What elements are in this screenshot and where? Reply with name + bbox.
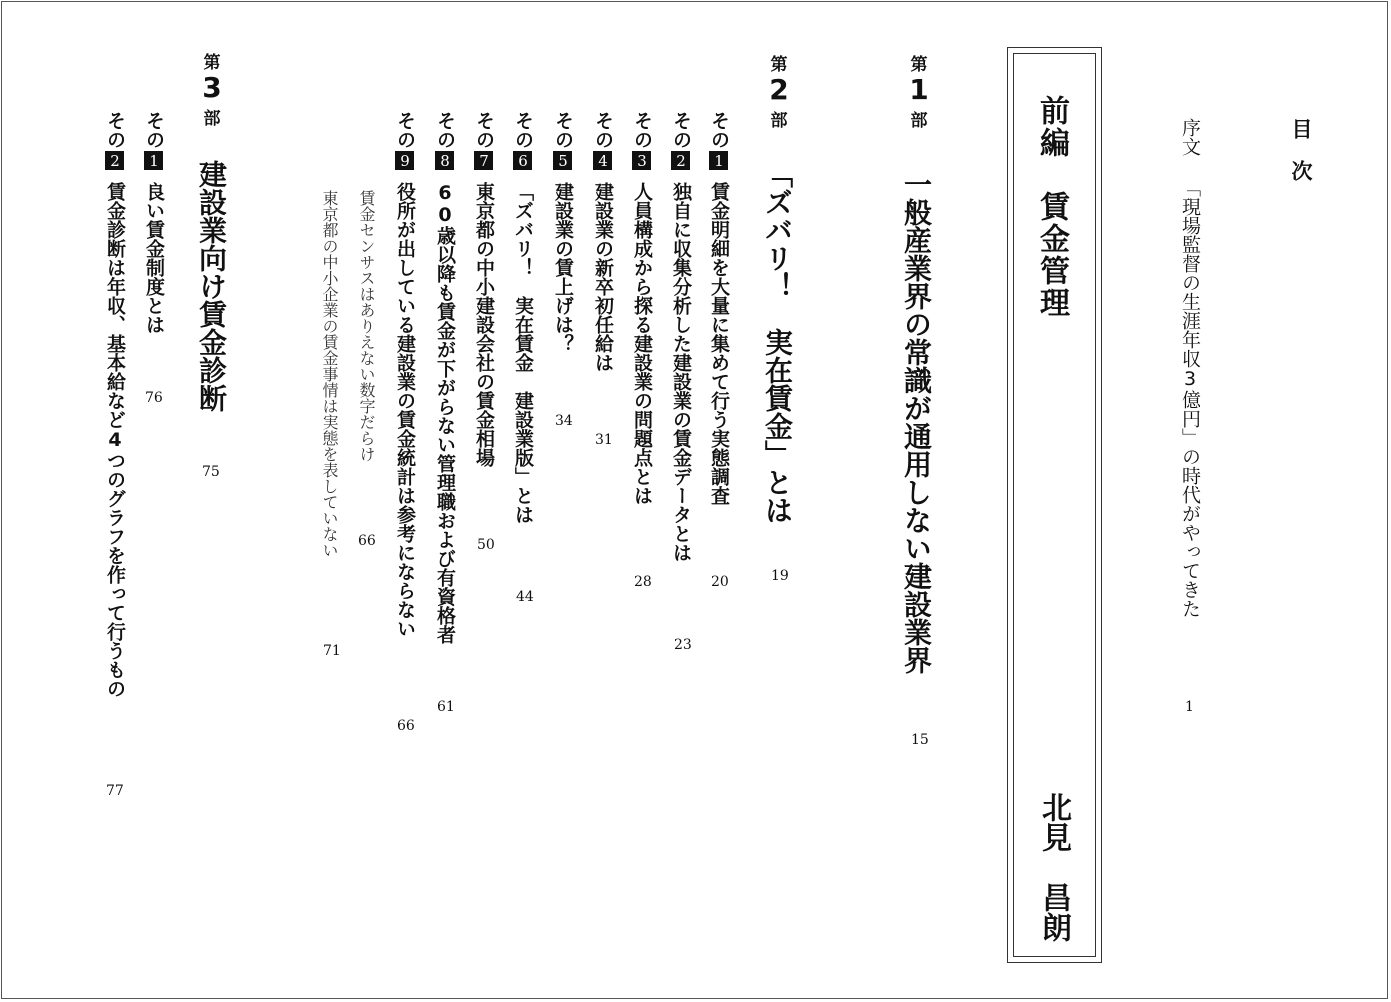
part-2-subitem-2-page: 71 [323,643,341,659]
part-2-item-4[interactable]: その4建設業の新卒初任給は [592,111,614,372]
part-2-item-3-page: 28 [634,574,652,590]
part-2-item-6[interactable]: その6「ズバリ！ 実在賃金 建設業版」とは [512,111,534,524]
part-2-item-4-page: 31 [595,432,613,448]
part-2-item-2-page: 23 [674,637,692,653]
part-2-item-6-page: 44 [516,589,534,605]
part-2-item-5[interactable]: その5建設業の賃上げは？ [552,111,574,353]
part-2-item-5-page: 34 [555,413,573,429]
part-3-item-1-page: 76 [145,390,163,406]
part-2-page: 19 [771,568,789,584]
part-2-item-9-page: 66 [397,718,415,734]
part-2-subitem-1[interactable]: 賃金センサスはありえない数字だらけ [357,190,376,462]
part-2-item-9[interactable]: その9役所が出している建設業の賃金統計は参考にならない [394,111,416,638]
part-2-item-1-page: 20 [711,574,729,590]
volume-author: 北見 昌朗 [1036,792,1071,942]
part-3-item-2-page: 77 [106,783,124,799]
preface-entry[interactable] [1180,118,1199,618]
part-2-item-7[interactable]: その7東京都の中小建設会社の賃金相場 [473,111,495,467]
part-2-title[interactable]: 「ズバリ！ 実在賃金」とは [761,160,794,524]
part-3-page: 75 [202,464,220,480]
part-2-item-1[interactable]: その1賃金明細を大量に集めて行う実態調査 [708,111,730,505]
part-2-item-3[interactable]: その3人員構成から探る建設業の問題点とは [631,111,653,505]
part-2-subitem-1-page: 66 [358,533,376,549]
part-1-title[interactable]: 一般産業界の常識が通用しない建設業界 [900,170,933,674]
part-1-page: 15 [911,732,929,748]
part-3-title[interactable]: 建設業向け賃金診断 [195,160,228,412]
part-3-item-1[interactable]: その1良い賃金制度とは [143,111,165,334]
part-3-label: 第 3 部 [202,53,222,129]
part-3-item-2[interactable]: その2賃金診断は年収、基本給など4つのグラフを作って行うもの [104,111,126,698]
preface-label: 序文 [1179,118,1201,156]
part-2-item-8-page: 61 [437,699,455,715]
part-1-label: 第 1 部 [909,55,929,131]
preface-page: 1 [1185,699,1194,715]
part-2-subitem-2[interactable]: 東京都の中小企業の賃金事情は実態を表していない [320,190,339,558]
part-2-label: 第 2 部 [769,55,789,131]
volume-title[interactable]: 前編 賃金管理 [1034,95,1069,319]
part-2-item-8[interactable]: その860歳以降も賃金が下がらない管理職および有資格者 [434,111,456,644]
part-2-item-2[interactable]: その2独自に収集分析した建設業の賃金データとは [670,111,692,562]
preface-title: 「現場監督の生涯年収3億円」の時代がやってきた [1179,178,1201,618]
part-2-item-7-page: 50 [477,537,495,553]
toc-title: 目 次 [1289,118,1313,181]
